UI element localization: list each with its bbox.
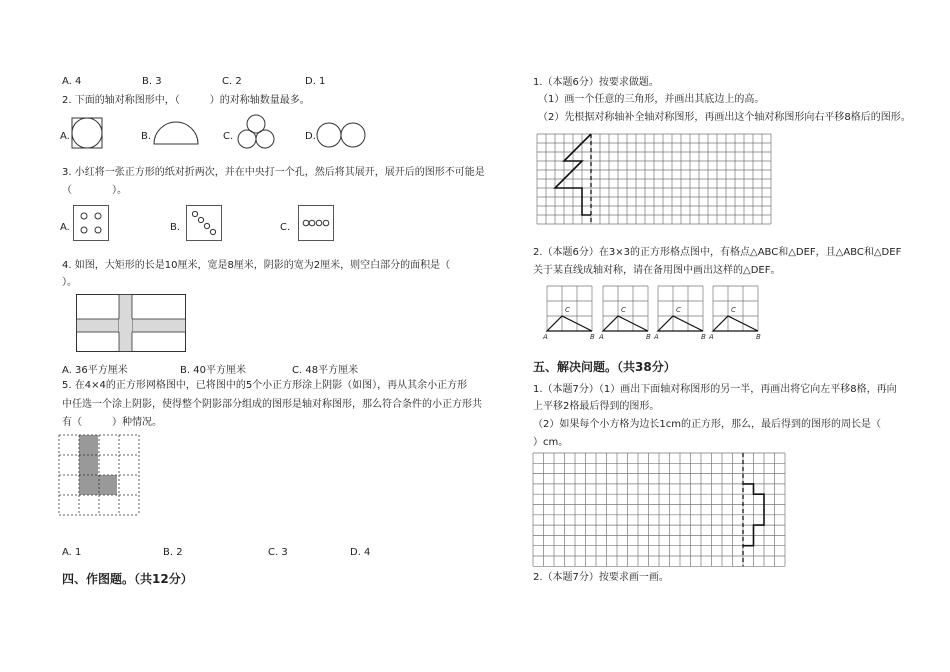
- p2-text-line2: 关于某直线成轴对称，请在备用图中画出这样的△DEF。: [533, 265, 781, 276]
- p1-sub1: （1）画一个任意的三角形，并画出其底边上的高。: [538, 94, 765, 105]
- q2-figure-square-circle: [71, 117, 103, 149]
- q2-option-c: C.: [223, 131, 234, 142]
- q1-option-a: A. 4: [62, 76, 82, 87]
- s5q1-line3: （2）如果每个小方格为边长1cm的正方形，那么，最后得到的图形的周长是（: [533, 419, 881, 430]
- q1-option-c: C. 2: [222, 76, 242, 87]
- p2-grid-2: [598, 286, 651, 341]
- label-c: C: [731, 306, 736, 314]
- q1-option-d: D. 1: [305, 76, 326, 87]
- q3-text-line1: 3. 小红将一张正方形的纸对折两次，并在中央打一个孔，然后将其展开，展开后的图形不可能是: [62, 167, 485, 178]
- p2-grid-1: [542, 286, 595, 341]
- q4-option-b: B. 40平方厘米: [180, 365, 246, 376]
- q1-option-b: B. 3: [142, 76, 162, 87]
- q4-option-a: A. 36平方厘米: [62, 365, 128, 376]
- label-a: A: [709, 333, 714, 341]
- p2-grid-4: [708, 286, 761, 341]
- s5q2-text: 2.（本题7分）按要求画一画。: [533, 572, 669, 583]
- q5-option-d: D. 4: [350, 547, 371, 558]
- triangle-abc: [658, 316, 703, 331]
- q4-text-line2: ）。: [62, 277, 77, 288]
- p1-grid: [537, 134, 771, 225]
- q2-text: 2. 下面的轴对称图形中，（ ）的对称轴数量最多。: [62, 95, 310, 106]
- triangle-abc: [713, 316, 758, 331]
- q4-text-line1: 4. 如图，大矩形的长是10厘米，宽是8厘米，阴影的宽为2厘米，则空白部分的面积是（: [62, 260, 451, 271]
- q2-figure-two-circles: [316, 121, 366, 149]
- section-5-heading: 五、解决问题。（共38分）: [533, 360, 676, 374]
- triangle-abc: [547, 316, 592, 331]
- p2-triangle-grids: [541, 283, 811, 343]
- label-b: B: [701, 333, 706, 341]
- q5-text-line2: 中任选一个涂上阴影，使得整个阴影部分组成的图形是轴对称图形，那么符合条件的小正方形共: [62, 399, 482, 410]
- q3-figure-b-diagonal-holes: [186, 205, 222, 241]
- q4-rectangle-figure: [76, 294, 186, 352]
- q2-option-d: D.: [305, 131, 316, 142]
- q5-text-line1: 5. 在4×4的正方形网格图中，已将图中的5个小正方形涂上阴影（如图），再从其余小正方形: [62, 380, 468, 391]
- s5q1-line4: ）cm。: [533, 437, 569, 448]
- label-b: B: [646, 333, 651, 341]
- label-b: B: [756, 333, 761, 341]
- q3-option-a: A.: [60, 222, 70, 233]
- p2-grid-3: [653, 286, 706, 341]
- triangle-abc: [603, 316, 648, 331]
- label-c: C: [676, 306, 681, 314]
- label-a: A: [543, 333, 548, 341]
- label-a: A: [654, 333, 659, 341]
- p1-title: 1.（本题6分）按要求做题。: [533, 77, 659, 88]
- q5-grid-figure: [59, 435, 139, 515]
- q5-option-b: B. 2: [163, 547, 183, 558]
- p2-text-line1: 2.（本题6分）在3×3的正方形格点图中，有格点△ABC和△DEF，且△ABC和△DEF: [533, 247, 902, 258]
- q3-option-b: B.: [170, 222, 181, 233]
- q3-figure-a-four-holes: [73, 205, 109, 241]
- q2-figure-three-circles: [234, 114, 278, 150]
- p1-sub2: （2）先根据对称轴补全轴对称图形，再画出这个轴对称图形向右平移8格后的图形。: [538, 112, 911, 123]
- s5q1-line2: 上平移2格最后得到的图形。: [533, 401, 660, 412]
- q2-figure-semicircle: [153, 120, 199, 146]
- q3-figure-c-row-holes: [298, 205, 334, 241]
- s5q1-grid: [533, 453, 786, 566]
- label-b: B: [590, 333, 595, 341]
- q3-option-c: C.: [280, 222, 291, 233]
- q3-text-line2: （ ）。: [62, 185, 127, 196]
- q5-option-a: A. 1: [62, 547, 82, 558]
- q2-option-a: A.: [60, 131, 70, 142]
- q2-option-b: B.: [141, 131, 152, 142]
- label-a: A: [599, 333, 604, 341]
- label-c: C: [621, 306, 626, 314]
- s5q1-line1: 1.（本题7分）（1）画出下面轴对称图形的另一半，再画出将它向左平移8格，再向: [533, 384, 897, 395]
- q5-text-line3: 有（ ）种情况。: [62, 417, 162, 428]
- q5-option-c: C. 3: [268, 547, 288, 558]
- section-4-heading: 四、作图题。（共12分）: [62, 572, 193, 586]
- q4-option-c: C. 48平方厘米: [292, 365, 359, 376]
- label-c: C: [565, 306, 570, 314]
